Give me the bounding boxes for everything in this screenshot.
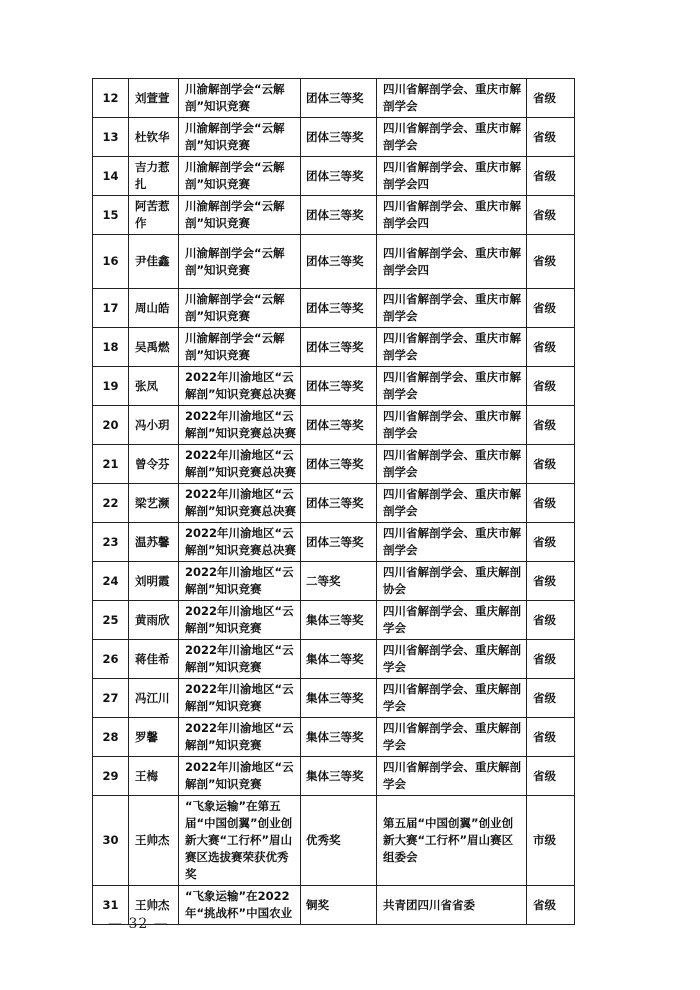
table-row [93,757,575,796]
competition-name: 川渝解剖学会“云解剖”知识竞赛 [179,289,301,328]
award-name: 集体三等奖 [301,718,377,757]
row-number: 25 [93,601,129,640]
award-name: 铜奖 [301,886,377,925]
competition-name: 2022年川渝地区“云解剖”知识竞赛 [179,562,301,601]
competition-name: 2022年川渝地区“云解剖”知识竞赛总决赛 [179,523,301,562]
award-name: 团体三等奖 [301,328,377,367]
competition-name: 2022年川渝地区“云解剖”知识竞赛总决赛 [179,484,301,523]
student-name: 阿苦惹作 [129,196,179,235]
table-row [93,157,575,196]
award-level: 省级 [527,562,575,601]
competition-name: “飞象运输”在第五届“中国创翼”创业创新大赛“工行杯”眉山赛区选拔赛荣获优秀奖 [179,796,301,886]
award-level: 省级 [527,406,575,445]
student-name: 温苏馨 [129,523,179,562]
student-name: 王帅杰 [129,886,179,925]
organizer-name: 四川省解剖学会、重庆解剖学会 [377,679,527,718]
award-name: 团体三等奖 [301,289,377,328]
organizer-name: 四川省解剖学会、重庆解剖学会 [377,640,527,679]
competition-name: 2022年川渝地区“云解剖”知识竞赛总决赛 [179,406,301,445]
row-number: 24 [93,562,129,601]
competition-name: 川渝解剖学会“云解剖”知识竞赛 [179,157,301,196]
organizer-name: 四川省解剖学会、重庆市解剖学会四 [377,235,527,289]
organizer-name: 四川省解剖学会、重庆市解剖学会 [377,289,527,328]
award-level: 省级 [527,289,575,328]
row-number: 28 [93,718,129,757]
table-row [93,328,575,367]
table-row [93,196,575,235]
competition-name: “飞象运输”在2022年“挑战杯”中国农业 [179,886,301,925]
award-name: 团体三等奖 [301,406,377,445]
award-level: 省级 [527,523,575,562]
competition-name: 2022年川渝地区“云解剖”知识竞赛 [179,601,301,640]
competition-name: 2022年川渝地区“云解剖”知识竞赛总决赛 [179,445,301,484]
competition-name: 川渝解剖学会“云解剖”知识竞赛 [179,235,301,289]
competition-name: 2022年川渝地区“云解剖”知识竞赛总决赛 [179,367,301,406]
student-name: 冯小玥 [129,406,179,445]
row-number: 13 [93,118,129,157]
page-number: — 32 — [108,916,169,932]
award-level: 省级 [527,445,575,484]
award-name: 集体三等奖 [301,679,377,718]
award-level: 省级 [527,235,575,289]
row-number: 20 [93,406,129,445]
award-name: 二等奖 [301,562,377,601]
row-number: 12 [93,79,129,118]
row-number: 29 [93,757,129,796]
award-name: 团体三等奖 [301,445,377,484]
award-level: 省级 [527,757,575,796]
organizer-name: 四川省解剖学会、重庆解剖协会 [377,562,527,601]
row-number: 22 [93,484,129,523]
table-row [93,796,575,886]
organizer-name: 四川省解剖学会、重庆市解剖学会 [377,445,527,484]
row-number: 30 [93,796,129,886]
table-row [93,523,575,562]
award-name: 集体三等奖 [301,601,377,640]
table-row [93,235,575,289]
student-name: 蒋佳希 [129,640,179,679]
award-level: 省级 [527,679,575,718]
student-name: 杜钦华 [129,118,179,157]
organizer-name: 四川省解剖学会、重庆市解剖学会 [377,79,527,118]
table-row [93,679,575,718]
organizer-name: 第五届“中国创翼”创业创新大赛“工行杯”眉山赛区组委会 [377,796,527,886]
awards-table-body [93,79,575,925]
award-name: 集体二等奖 [301,640,377,679]
award-name: 优秀奖 [301,796,377,886]
award-level: 省级 [527,886,575,925]
row-number: 19 [93,367,129,406]
award-level: 省级 [527,640,575,679]
award-level: 省级 [527,601,575,640]
award-level: 省级 [527,328,575,367]
competition-name: 2022年川渝地区“云解剖”知识竞赛 [179,718,301,757]
table-row [93,289,575,328]
table-row [93,601,575,640]
table-row [93,367,575,406]
student-name: 黄雨欣 [129,601,179,640]
award-name: 团体三等奖 [301,235,377,289]
award-level: 省级 [527,367,575,406]
table-row [93,79,575,118]
row-number: 17 [93,289,129,328]
award-name: 团体三等奖 [301,157,377,196]
row-number: 16 [93,235,129,289]
award-level: 市级 [527,796,575,886]
award-level: 省级 [527,484,575,523]
organizer-name: 四川省解剖学会、重庆市解剖学会四 [377,196,527,235]
award-level: 省级 [527,118,575,157]
row-number: 18 [93,328,129,367]
award-level: 省级 [527,196,575,235]
row-number: 14 [93,157,129,196]
student-name: 王梅 [129,757,179,796]
row-number: 26 [93,640,129,679]
student-name: 吉力惹扎 [129,157,179,196]
organizer-name: 四川省解剖学会、重庆解剖学会 [377,718,527,757]
award-level: 省级 [527,718,575,757]
organizer-name: 四川省解剖学会、重庆市解剖学会 [377,328,527,367]
award-name: 团体三等奖 [301,196,377,235]
award-level: 省级 [527,157,575,196]
organizer-name: 四川省解剖学会、重庆解剖学会 [377,601,527,640]
competition-name: 2022年川渝地区“云解剖”知识竞赛 [179,679,301,718]
competition-name: 川渝解剖学会“云解剖”知识竞赛 [179,79,301,118]
student-name: 周山皓 [129,289,179,328]
award-name: 集体三等奖 [301,757,377,796]
competition-name: 川渝解剖学会“云解剖”知识竞赛 [179,328,301,367]
organizer-name: 四川省解剖学会、重庆市解剖学会 [377,523,527,562]
organizer-name: 四川省解剖学会、重庆市解剖学会 [377,406,527,445]
student-name: 吴禹燃 [129,328,179,367]
row-number: 21 [93,445,129,484]
organizer-name: 四川省解剖学会、重庆市解剖学会四 [377,157,527,196]
award-name: 团体三等奖 [301,484,377,523]
student-name: 尹佳鑫 [129,235,179,289]
competition-name: 川渝解剖学会“云解剖”知识竞赛 [179,118,301,157]
award-name: 团体三等奖 [301,118,377,157]
student-name: 王帅杰 [129,796,179,886]
organizer-name: 共青团四川省省委 [377,886,527,925]
table-row [93,562,575,601]
organizer-name: 四川省解剖学会、重庆市解剖学会 [377,484,527,523]
competition-name: 川渝解剖学会“云解剖”知识竞赛 [179,196,301,235]
student-name: 曾令芬 [129,445,179,484]
competition-name: 2022年川渝地区“云解剖”知识竞赛 [179,640,301,679]
table-row [93,406,575,445]
table-row [93,445,575,484]
row-number: 23 [93,523,129,562]
award-level: 省级 [527,79,575,118]
student-name: 刘明霞 [129,562,179,601]
table-row [93,640,575,679]
row-number: 15 [93,196,129,235]
award-name: 团体三等奖 [301,367,377,406]
organizer-name: 四川省解剖学会、重庆解剖学会 [377,757,527,796]
table-row [93,718,575,757]
table-row [93,118,575,157]
award-name: 团体三等奖 [301,523,377,562]
student-name: 冯江川 [129,679,179,718]
award-name: 团体三等奖 [301,79,377,118]
organizer-name: 四川省解剖学会、重庆市解剖学会 [377,118,527,157]
student-name: 张凤 [129,367,179,406]
organizer-name: 四川省解剖学会、重庆市解剖学会 [377,367,527,406]
student-name: 刘萱萱 [129,79,179,118]
student-name: 梁艺濒 [129,484,179,523]
awards-table [92,78,575,925]
row-number: 27 [93,679,129,718]
student-name: 罗馨 [129,718,179,757]
competition-name: 2022年川渝地区“云解剖”知识竞赛 [179,757,301,796]
table-row [93,484,575,523]
row-number: 31 [93,886,129,925]
